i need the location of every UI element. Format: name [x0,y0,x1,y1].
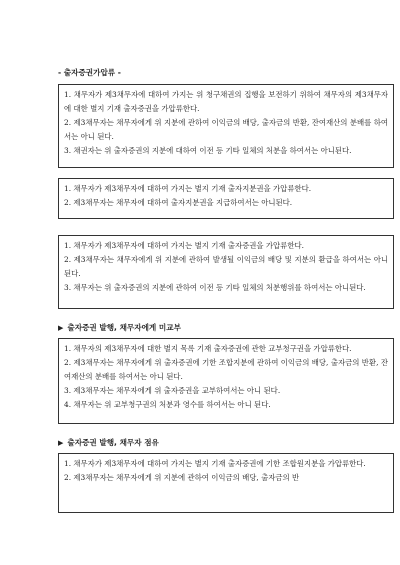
clause-1-1: 1. 채무자가 제3채무자에 대하여 가지는 위 청구채권의 집행을 보전하기 위하여 채무자의 제3채무자에 대한 별지 기재 출자증권을 가압류한다. [64,90,388,113]
clause-4-3: 3. 제3채무자는 채무자에게 위 출자증권을 교부하여서는 아니 된다. [64,386,281,395]
clause-4-1: 1. 채무자의 제3채무자에 대한 별지 목록 기재 출자증권에 관한 교부청구권을 가압류한다. [64,344,352,353]
clause-box-5 [58,453,394,513]
triangle-bullet-icon: ▶ [58,324,64,332]
clause-1-2: 2. 제3채무자는 채무자에게 위 지분에 관하여 이익금의 배당, 출자금의 반환, 잔여재산의 분배를 하여서는 아니 된다. [64,118,388,141]
clause-1-3: 3. 채권자는 위 출자증권의 지분에 대하여 이전 등 기타 일체의 처분을 하여서는 아니된다. [64,146,352,155]
clause-box-4 [58,338,394,424]
heading-unissued-share-text: 출자증권 발행, 채무자에게 미교부 [67,323,181,332]
clause-box-2 [58,178,394,219]
clause-box-3 [58,235,394,309]
clause-4-2: 2. 제3채무자는 채무자에게 위 출자증권에 기한 조합지분에 관하여 이익금의 배당, 출자금의 반환, 잔여재산의 분배를 하여서는 아니 된다. [64,358,388,381]
clause-box-1 [58,84,394,168]
clause-5-2: 2. 제3채무자는 채무자에게 위 지분에 관하여 이익금의 배당, 출자금의 반 [64,473,300,482]
triangle-bullet-icon: ▶ [58,439,64,447]
clause-4-4: 4. 채무자는 위 교부청구권의 처분과 영수를 하여서는 아니 된다. [64,400,271,409]
section-title: - 출자증권가압류 - [58,68,121,77]
clause-3-2: 2. 제3채무자는 채무자에게 위 지분에 관하여 발생될 이익금의 배당 및 지분의 환급을 하여서는 아니 된다. [64,255,388,278]
heading-possessed-share [58,436,159,450]
clause-3-1: 1. 채무자가 제3채무자에 대하여 가지는 별지 기재 출자증권을 가압류한다. [64,241,304,250]
clause-2-2: 2. 제3채무자는 채무자에 대하여 출자지분권을 지급하여서는 아니된다. [64,198,293,207]
clause-3-3: 3. 채무자는 위 출자증권의 지분에 관하여 이전 등 기타 일체의 처분행위를 하여서는 아니된다. [64,283,366,292]
clause-5-1: 1. 채무자가 제3채무자에 대하여 가지는 별지 기재 출자증권에 기한 조합원지분을 가압류한다. [64,459,366,468]
clause-2-1: 1. 채무자가 제3채무자에 대하여 가지는 별지 기재 출자지분권을 가압류한다. [64,184,312,193]
heading-unissued-share [58,321,181,335]
heading-possessed-share-text: 출자증권 발행, 채무자 점유 [67,438,159,447]
